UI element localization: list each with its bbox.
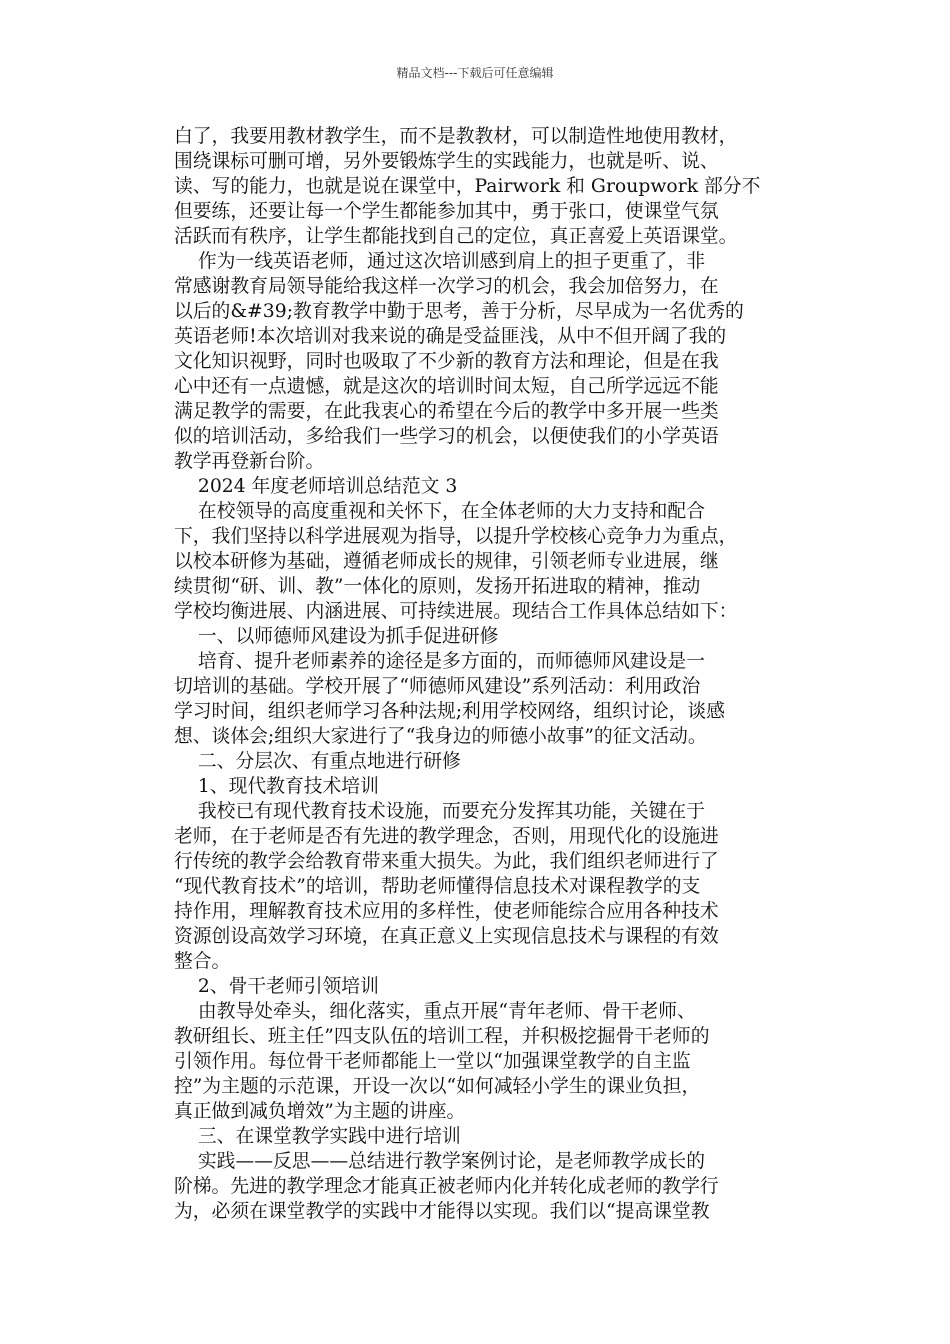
text-line: 行传统的教学会给教育带来重大损失。为此，我们组织老师进行了 (174, 851, 719, 872)
text-line: 学校均衡进展、内涵进展、可持续进展。现结合工作具体总结如下： (174, 601, 738, 622)
text-line: 读、写的能力，也就是说在课堂中，Pairwork 和 Groupwork 部分不 (174, 176, 761, 197)
text-line: 实践——反思——总结进行教学案例讨论，是老师教学成长的 (174, 1151, 705, 1172)
text-line: 在校领导的高度重视和关怀下，在全体老师的大力支持和配合 (174, 501, 705, 522)
text-line: 满足教学的需要，在此我衷心的希望在今后的教学中多开展一些类 (174, 401, 719, 422)
text-line: 似的培训活动，多给我们一些学习的机会，以便使我们的小学英语 (174, 426, 719, 447)
subsection-heading: 1、现代教育技术培训 (174, 776, 379, 797)
text-line: 英语老师!本次培训对我来说的确是受益匪浅，从中不但开阔了我的 (174, 326, 727, 347)
text-line: 持作用，理解教育技术应用的多样性，使老师能综合应用各种技术 (174, 901, 719, 922)
text-line: 控”为主题的示范课，开设一次以“如何减轻小学生的课业负担， (174, 1076, 701, 1097)
text-line: 引领作用。每位骨干老师都能上一堂以“加强课堂教学的自主监 (174, 1051, 691, 1072)
text-line: 由教导处牵头，细化落实，重点开展“青年老师、骨干老师、 (174, 1001, 696, 1022)
text-line: 整合。 (174, 951, 231, 972)
text-line: 想、谈体会;组织大家进行了“我身边的师德小故事”的征文活动。 (174, 726, 707, 747)
text-line: 常感谢教育局领导能给我这样一次学习的机会，我会加倍努力，在 (174, 276, 719, 297)
text-line: 下，我们坚持以科学进展观为指导，以提升学校核心竞争力为重点， (174, 526, 738, 547)
text-line: 作为一线英语老师，通过这次培训感到肩上的担子更重了，非 (174, 251, 705, 272)
document-body (174, 124, 804, 1224)
text-line: 资源创设高效学习环境，在真正意义上实现信息技术与课程的有效 (174, 926, 719, 947)
text-line: 阶梯。先进的教学理念才能真正被老师内化并转化成老师的教学行 (174, 1176, 719, 1197)
text-line: “现代教育技术”的培训，帮助老师懂得信息技术对课程教学的支 (174, 876, 701, 897)
section-title: 2024 年度老师培训总结范文 3 (174, 476, 458, 497)
text-line: 真正做到减负增效”为主题的讲座。 (174, 1101, 466, 1122)
page-header: 精品文档---下载后可任意编辑 (396, 66, 554, 80)
section-heading: 二、分层次、有重点地进行研修 (174, 751, 461, 772)
text-line: 为，必须在课堂教学的实践中才能得以实现。我们以“提高课堂教 (174, 1201, 710, 1222)
text-line: 白了，我要用教材教学生，而不是教教材，可以制造性地使用教材， (174, 126, 738, 147)
section-heading: 一、以师德师风建设为抓手促进研修 (174, 626, 499, 647)
text-line: 教研组长、班主任”四支队伍的培训工程，并积极挖掘骨干老师的 (174, 1026, 710, 1047)
text-line: 但要练，还要让每一个学生都能参加其中，勇于张口，使课堂气氛 (174, 201, 719, 222)
text-line: 以后的&#39;教育教学中勤于思考，善于分析，尽早成为一名优秀的 (174, 301, 744, 322)
text-line: 我校已有现代教育技术设施，而要充分发挥其功能，关键在于 (174, 801, 705, 822)
text-line: 续贯彻“研、训、教”一体化的原则，发扬开拓进取的精神，推动 (174, 576, 701, 597)
text-line: 切培训的基础。学校开展了“师德师风建设”系列活动：利用政治 (174, 676, 701, 697)
text-line: 文化知识视野，同时也吸取了不少新的教育方法和理论，但是在我 (174, 351, 719, 372)
section-heading: 三、在课堂教学实践中进行培训 (174, 1126, 461, 1147)
text-line: 培育、提升老师素养的途径是多方面的，而师德师风建设是一 (174, 651, 705, 672)
text-line: 心中还有一点遗憾，就是这次的培训时间太短，自己所学远远不能 (174, 376, 719, 397)
subsection-heading: 2、骨干老师引领培训 (174, 976, 379, 997)
text-line: 老师，在于老师是否有先进的教学理念，否则，用现代化的设施进 (174, 826, 719, 847)
text-line: 以校本研修为基础，遵循老师成长的规律，引领老师专业进展，继 (174, 551, 719, 572)
text-line: 学习时间，组织老师学习各种法规;利用学校网络，组织讨论，谈感 (174, 701, 725, 722)
text-line: 围绕课标可删可增，另外要锻炼学生的实践能力，也就是听、说、 (174, 151, 719, 172)
text-line: 活跃而有秩序，让学生都能找到自己的定位，真正喜爱上英语课堂。 (174, 226, 738, 247)
text-line: 教学再登新台阶。 (174, 451, 325, 472)
